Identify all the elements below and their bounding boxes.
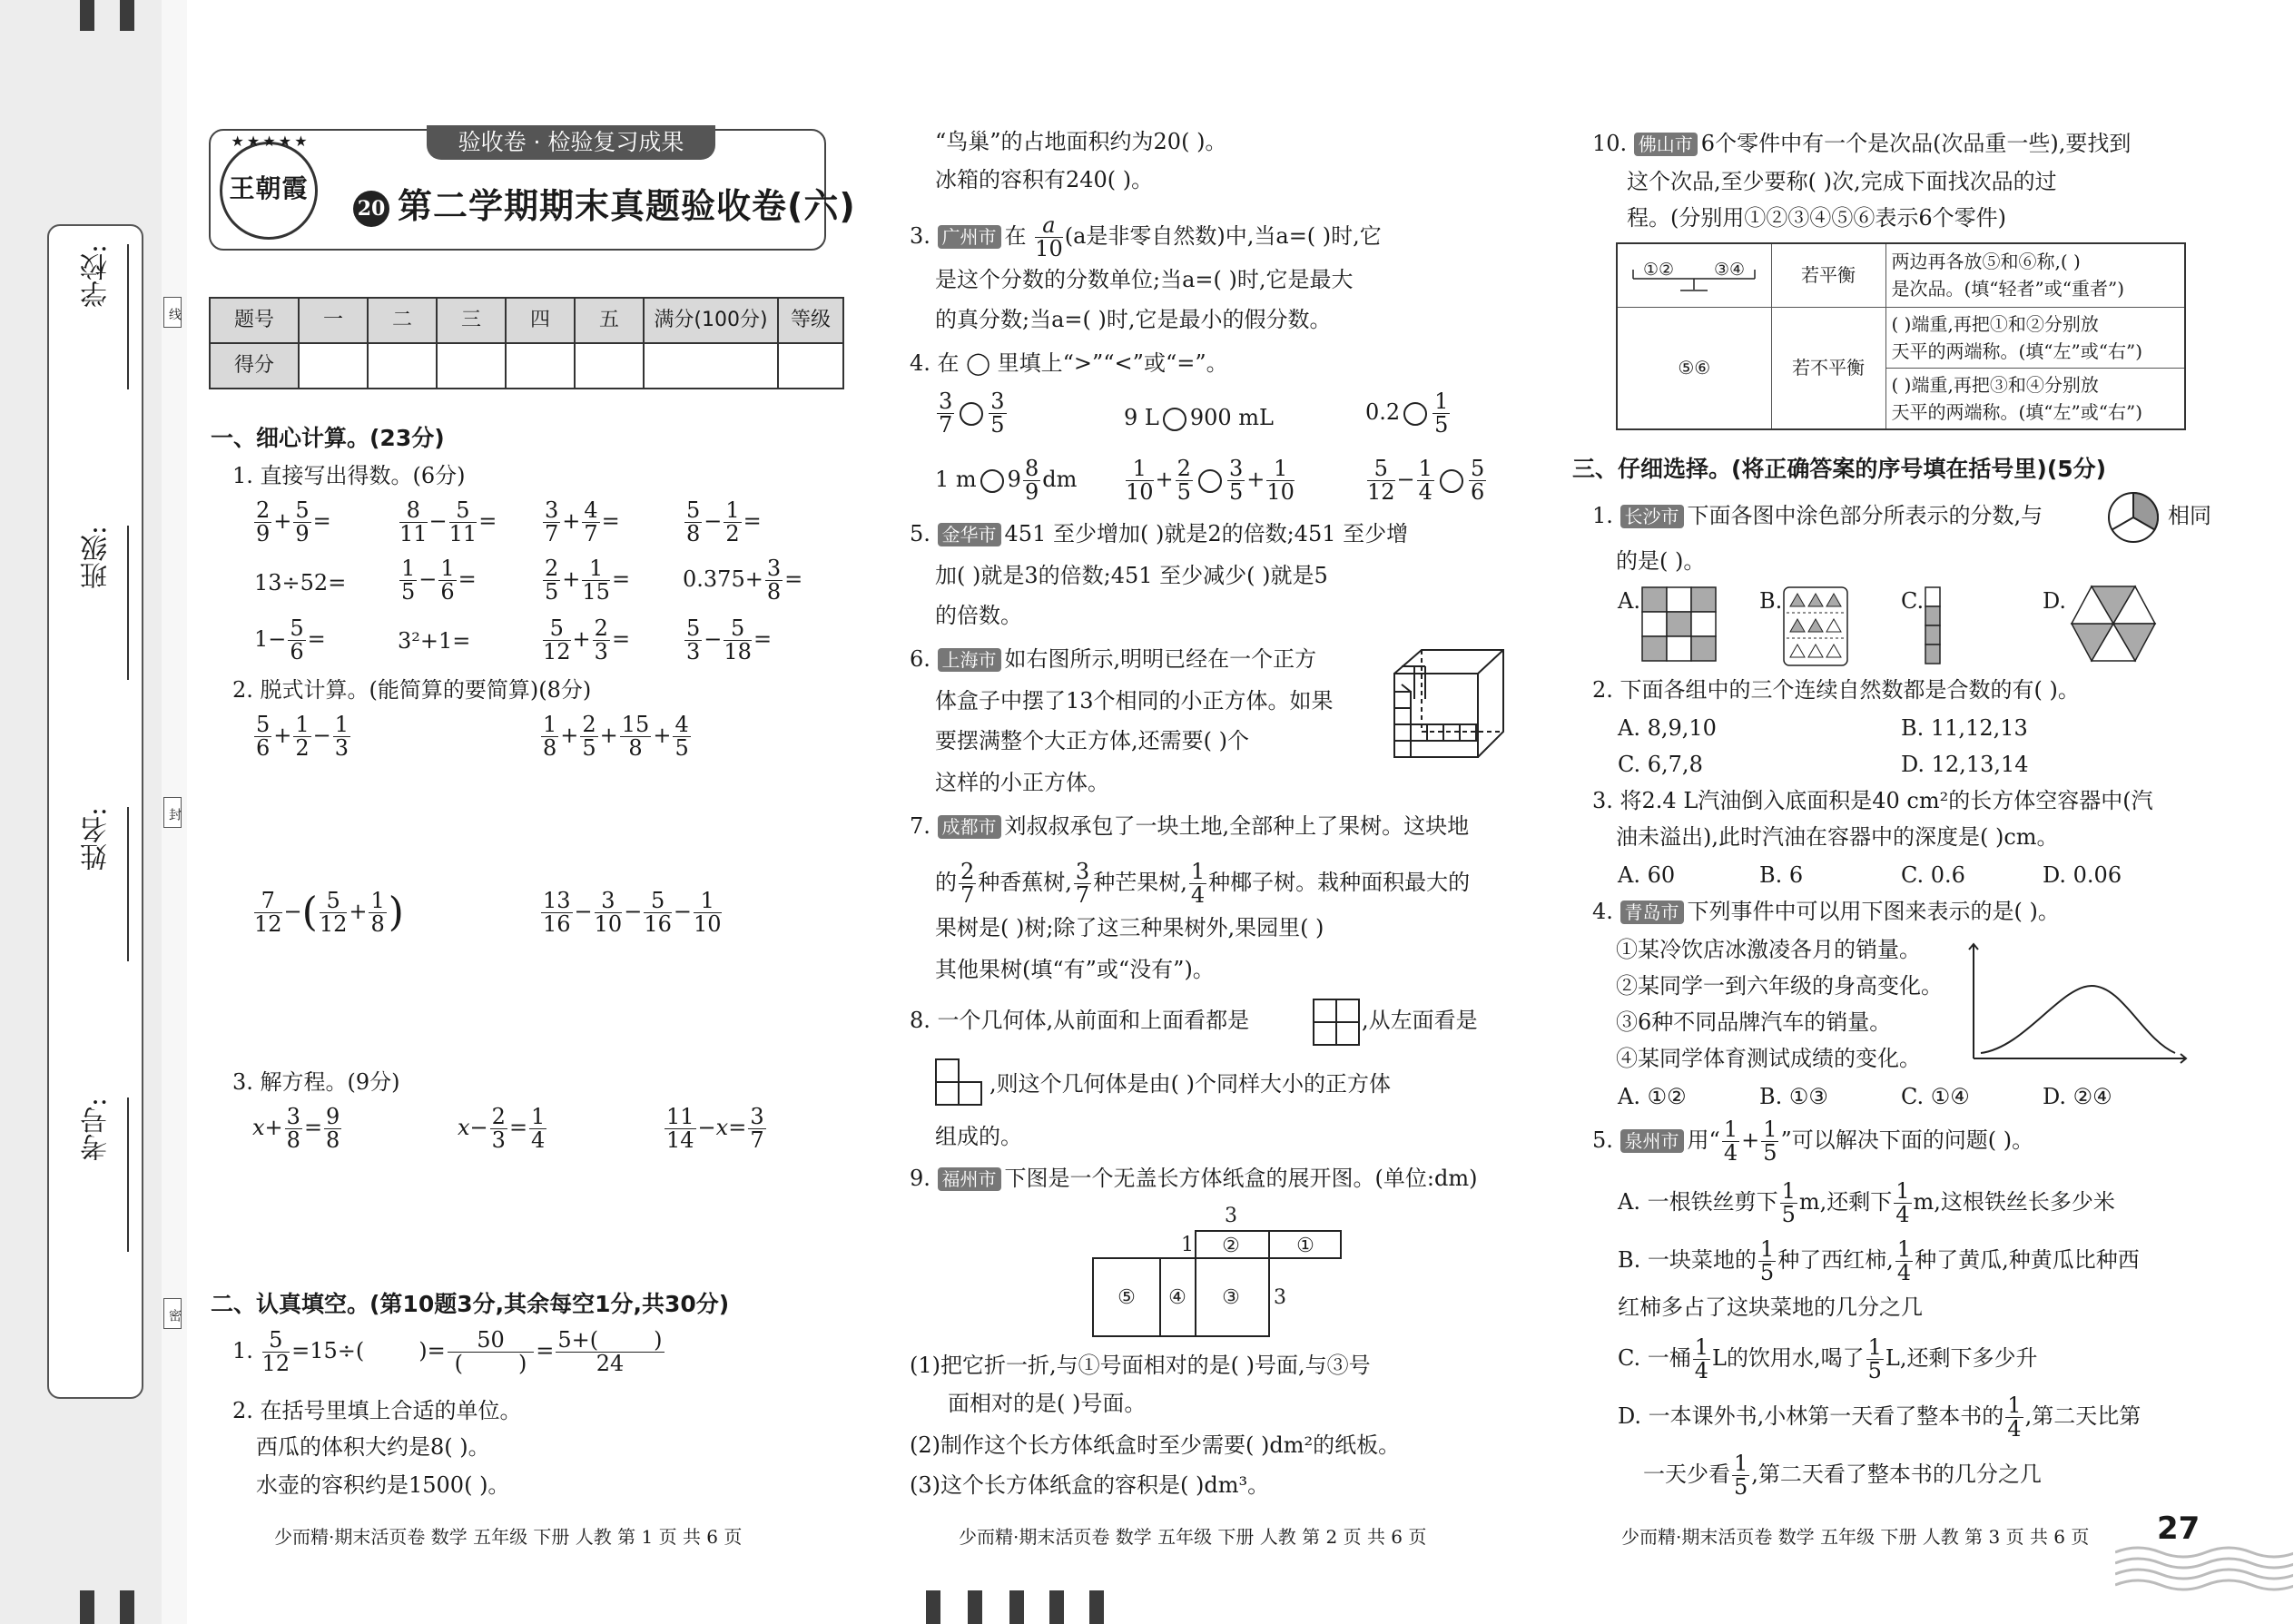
region-tag: 广州市	[938, 225, 1001, 249]
question: 组成的。	[935, 1124, 1022, 1149]
score-input[interactable]	[368, 343, 437, 389]
balance-right: ③④	[1714, 260, 1746, 281]
question[interactable]: (3)这个长方体纸盒的容积是( )dm³。	[910, 1472, 1270, 1498]
list-item: ②某同学一到六年级的身高变化。	[1616, 973, 1943, 999]
question: 的 $\frac{2}{7}$ 种香蕉树, $\frac{3}{7}$ 种芒果树, $\frac{1}{4}$ 种椰子树。栽种面积最大的	[935, 859, 1471, 909]
question: 2. 在括号里填上合适的单位。	[232, 1398, 522, 1423]
option-b-cont: 红柿多占了这块菜地的几分之几	[1618, 1294, 1923, 1320]
subquestion-heading: 3. 解方程。(9分)	[232, 1069, 400, 1095]
box-net-diagram	[1086, 1204, 1358, 1340]
question-7[interactable]: 7. 成都市 刘叔叔承包了一块土地,全部种上了果树。这块地	[910, 813, 1470, 839]
seal-char: 线	[163, 297, 182, 328]
score-cell: 四	[506, 298, 575, 343]
net-face-5: ⑤	[1117, 1286, 1136, 1309]
remaining-parts: ⑤⑥	[1617, 307, 1771, 429]
section-heading: 一、细心计算。(23分)	[211, 425, 445, 451]
region-tag: 长沙市	[1620, 505, 1684, 528]
exam-header	[209, 129, 856, 251]
option-c[interactable]: C. 一桶 $\frac{1}{4}$ L的饮用水,喝了 $\frac{1}{5}$ L,还剩下多少升	[1618, 1334, 2038, 1384]
header-banner: 验收卷 · 检验复习成果	[427, 125, 715, 160]
question: 这样的小正方体。	[935, 770, 1109, 795]
compare-item[interactable]: $\frac{1}{10}$ + $\frac{2}{5}$ $\frac{3}{5}$ + $\frac{1}{10}$	[1126, 456, 1295, 506]
view-figure-left	[935, 1058, 982, 1106]
question-10[interactable]: 10. 佛山市 6个零件中有一个是次品(次品重一些),要找到	[1592, 131, 2132, 156]
cube-figure	[1389, 645, 1507, 763]
instruction-cell[interactable]: ( )端重,再把①和②分别放 天平的两端称。(填“左”或“右”)	[1885, 307, 2185, 368]
binding-mark	[926, 1590, 940, 1624]
score-cell: 二	[368, 298, 437, 343]
compare-item[interactable]: 9 L 900 mL	[1124, 405, 1274, 430]
option-b-figure	[1783, 586, 1848, 668]
binding-mark	[1089, 1590, 1104, 1624]
subquestion-heading: 1. 直接写出得数。(6分)	[232, 463, 466, 488]
score-cell: 三	[437, 298, 506, 343]
score-cell: 题号	[210, 298, 299, 343]
score-input[interactable]	[644, 343, 778, 389]
calc-item: $\frac{8}{11}$ − $\frac{5}{11}$ =	[399, 497, 497, 547]
option-c[interactable]: C. 6,7,8	[1618, 752, 1703, 777]
question: 其他果树(填“有”或“没有”)。	[935, 957, 1215, 982]
binding-mark	[968, 1590, 982, 1624]
question: 8. 一个几何体,从前面和上面看都是	[910, 1008, 1250, 1033]
option-a-figure	[1641, 586, 1718, 663]
option-b[interactable]: B. 一块菜地的 $\frac{1}{5}$ 种了西红柿, $\frac{1}{4}$ 种了黄瓜,种黄瓜比种西	[1618, 1236, 2140, 1286]
list-item: ③6种不同品牌汽车的销量。	[1616, 1009, 1892, 1035]
calc-item: $\frac{7}{12}$ −( $\frac{5}{12}$ + $\frac{1}{8}$ )	[254, 888, 404, 938]
choice-question-1[interactable]: 1. 长沙市 下面各图中涂色部分所表示的分数,与	[1592, 503, 2043, 528]
equation-item: $\frac{11}{14}$ −x= $\frac{3}{7}$	[666, 1104, 764, 1154]
score-cell: 等级	[778, 298, 843, 343]
option-c[interactable]: C.	[1901, 588, 1925, 614]
question-3[interactable]: 3. 广州市 在 $\frac{a}{10}$ (a是非零自然数)中,当a=( )时,它	[910, 212, 1382, 262]
question: ,从左面看是	[1362, 1008, 1478, 1033]
option-a[interactable]: A.	[1618, 588, 1640, 614]
question[interactable]: 油未溢出),此时汽油在容器中的深度是( )cm。	[1616, 824, 2059, 850]
page-footer: 少而精·期末活页卷 数学 五年级 下册 人教 第 3 页 共 6 页	[1621, 1526, 2090, 1548]
question: 的真分数;当a=( )时,它是最小的假分数。	[935, 307, 1332, 332]
calc-item: $\frac{5}{8}$ − $\frac{1}{2}$ =	[686, 497, 762, 547]
net-face-1: ①	[1296, 1235, 1314, 1257]
binding-mark	[1009, 1590, 1024, 1624]
if-unbalanced: 若不平衡	[1771, 307, 1885, 429]
option-d-figure	[2070, 585, 2157, 663]
score-table	[209, 297, 844, 389]
circle-fraction-figure	[2106, 490, 2161, 545]
option-b[interactable]: B. 6	[1759, 862, 1804, 888]
fill-item: 1. $\frac{5}{12}$ =15÷( )= 50 ( ) = $\frac{5+( )}{24}$	[232, 1327, 663, 1377]
question[interactable]: 的是( )。	[1616, 548, 1706, 574]
if-balanced: 若平衡	[1771, 243, 1885, 307]
option-a[interactable]: A. 8,9,10	[1618, 715, 1717, 741]
question[interactable]: 面相对的是( )号面。	[948, 1391, 1147, 1416]
binding-mark	[1049, 1590, 1064, 1624]
page-number: 27	[2157, 1511, 2200, 1547]
calc-item: $\frac{5}{6}$ + $\frac{1}{2}$ − $\frac{1}{3}$	[256, 712, 350, 762]
calc-item: $\frac{5}{3}$ − $\frac{5}{18}$ =	[686, 615, 773, 665]
score-cell: 五	[575, 298, 644, 343]
name-field[interactable]: 姓名:	[67, 807, 122, 1107]
region-tag: 成都市	[938, 815, 1001, 839]
binding-mark	[120, 1590, 134, 1624]
option-a[interactable]: A. 60	[1618, 862, 1676, 888]
exam-number-field[interactable]: 考号:	[67, 1097, 122, 1397]
trend-graph	[1961, 940, 2191, 1068]
page-title: 第二学期期末真题验收卷(六)	[398, 186, 856, 226]
instruction-cell[interactable]: ( )端重,再把③和④分别放 天平的两端称。(填“左”或“右”)	[1885, 368, 2185, 429]
binding-mark	[80, 1590, 94, 1624]
equation-item: x− $\frac{2}{3}$ = $\frac{1}{4}$	[458, 1104, 546, 1154]
calc-item: $\frac{3}{7}$ + $\frac{4}{7}$ =	[545, 497, 620, 547]
question[interactable]: (1)把它折一折,与①号面相对的是( )号面,与③号	[910, 1353, 1371, 1378]
calc-item: $\frac{2}{5}$ + $\frac{1}{15}$ =	[545, 556, 631, 605]
question[interactable]: “鸟巢”的占地面积约为20( )。	[935, 129, 1227, 154]
balance-left: ①②	[1643, 260, 1675, 281]
seal-char: 密	[163, 1298, 182, 1329]
calc-item: 13÷52=	[254, 570, 347, 595]
section-heading: 二、认真填空。(第10题3分,其余每空1分,共30分)	[211, 1291, 730, 1317]
net-face-4: ④	[1168, 1286, 1186, 1309]
school-field[interactable]: 学校:	[67, 244, 122, 544]
binding-mark	[80, 0, 94, 31]
region-tag: 佛山市	[1634, 133, 1698, 156]
student-info-box	[47, 224, 143, 1399]
question[interactable]: (2)制作这个长方体纸盒时至少需要( )dm²的纸板。	[910, 1432, 1401, 1458]
score-input[interactable]	[506, 343, 575, 389]
region-tag: 上海市	[938, 648, 1001, 672]
compare-item[interactable]: 0.2 $\frac{1}{5}$	[1365, 389, 1449, 438]
option-d[interactable]: D. 一本课外书,小林第一天看了整本书的 $\frac{1}{4}$ ,第二天比第	[1618, 1393, 2141, 1442]
score-cell: 得分	[210, 343, 299, 389]
question: 4. 在 ◯ 里填上“>”“<”或“=”。	[910, 350, 1228, 376]
page-footer: 少而精·期末活页卷 数学 五年级 下册 人教 第 2 页 共 6 页	[959, 1526, 1427, 1548]
score-cell: 满分(100分)	[644, 298, 778, 343]
wave-decoration	[2115, 1543, 2293, 1598]
question[interactable]: 加( )就是3的倍数;451 至少减少( )就是5	[935, 563, 1328, 588]
question[interactable]: 西瓜的体积大约是8( )。	[256, 1434, 490, 1460]
region-tag: 福州市	[938, 1167, 1001, 1191]
option-d[interactable]: D.	[2043, 588, 2067, 614]
region-tag: 金华市	[938, 523, 1001, 546]
question-9: 9. 福州市 下图是一个无盖长方体纸盒的展开图。(单位:dm)	[910, 1166, 1478, 1191]
option-d[interactable]: D. 12,13,14	[1901, 752, 2029, 777]
score-input[interactable]	[299, 343, 368, 389]
calc-item: $\frac{2}{9}$ + $\frac{5}{9}$ =	[256, 497, 331, 547]
calc-item: $\frac{1}{5}$ − $\frac{1}{6}$ =	[401, 556, 477, 605]
calc-item: 1− $\frac{5}{6}$ =	[254, 615, 326, 665]
calc-item: $\frac{13}{16}$ − $\frac{3}{10}$ − $\frac{5}{16}$ − $\frac{1}{10}$	[543, 888, 722, 938]
net-face-3: ③	[1222, 1286, 1240, 1309]
exam-number-badge: 20	[353, 191, 389, 227]
option-c[interactable]: C. 0.6	[1901, 862, 1965, 888]
option-d[interactable]: D. 0.06	[2043, 862, 2122, 888]
question: 的倍数。	[935, 603, 1022, 628]
calc-item: 3²+1=	[398, 628, 471, 654]
calc-item: 0.375+ $\frac{3}{8}$ =	[683, 556, 803, 605]
instruction-cell[interactable]: 两边再各放⑤和⑥称,( ) 是次品。(填“轻者”或“重者”)	[1885, 243, 2185, 307]
list-item: ①某冷饮店冰激凌各月的销量。	[1616, 937, 1921, 962]
compare-item[interactable]: 1 m 9 $\frac{8}{9}$ dm	[935, 456, 1078, 506]
option-c[interactable]: C. ①④	[1901, 1084, 1970, 1109]
net-face-2: ②	[1222, 1235, 1240, 1257]
question-6[interactable]: 6. 上海市 如右图所示,明明已经在一个正方	[910, 646, 1317, 672]
score-input[interactable]	[778, 343, 843, 389]
question[interactable]: 水壶的容积约是1500( )。	[256, 1472, 510, 1498]
option-b[interactable]: B.	[1759, 588, 1783, 614]
view-figure-front	[1313, 999, 1360, 1046]
net-dim-left: 1	[1181, 1234, 1194, 1256]
section-heading: 三、仔细选择。(将正确答案的序号填在括号里)(5分)	[1572, 456, 2107, 482]
net-dim-right: 3	[1274, 1286, 1286, 1309]
compare-item[interactable]: $\frac{3}{7}$ $\frac{3}{5}$	[939, 389, 1005, 438]
question[interactable]: 冰箱的容积有240( )。	[935, 167, 1154, 192]
calc-item: $\frac{1}{8}$ + $\frac{2}{5}$ + $\frac{15}{8}$ + $\frac{4}{5}$	[543, 712, 689, 762]
score-cell: 一	[299, 298, 368, 343]
choice-question-5[interactable]: 5. 泉州市 用“ $\frac{1}{4}$ + $\frac{1}{5}$ ”可以解决下面的问题( )。	[1592, 1117, 2034, 1166]
option-d[interactable]: D. ②④	[2043, 1084, 2112, 1109]
question: 相同	[2168, 503, 2211, 528]
question[interactable]: 这个次品,至少要称( )次,完成下面找次品的过	[1627, 169, 2057, 194]
compare-item[interactable]: $\frac{5}{12}$ − $\frac{1}{4}$ $\frac{5}{6}$	[1367, 456, 1485, 506]
question[interactable]: ,则这个几何体是由( )个同样大小的正方体	[989, 1071, 1391, 1097]
question: 体盒子中摆了13个相同的小正方体。如果	[935, 688, 1334, 714]
publisher-logo: ★ ★ ★ ★ ★ 王朝霞	[220, 142, 318, 240]
choice-question-4[interactable]: 4. 青岛市 下列事件中可以用下图来表示的是( )。	[1592, 899, 2060, 924]
question: 程。(分别用①②③④⑤⑥表示6个零件)	[1627, 205, 2006, 231]
list-item: ④某同学体育测试成绩的变化。	[1616, 1046, 1921, 1071]
option-c-figure	[1925, 586, 1943, 668]
net-dim-top: 3	[1225, 1205, 1237, 1227]
page-footer: 少而精·期末活页卷 数学 五年级 下册 人教 第 1 页 共 6 页	[274, 1526, 743, 1548]
balance-cell	[1617, 243, 1771, 307]
subquestion-heading: 2. 脱式计算。(能简算的要简算)(8分)	[232, 677, 592, 703]
option-b[interactable]: B. ①③	[1759, 1084, 1828, 1109]
seal-char: 封	[163, 797, 182, 828]
option-d-cont: 一天少看 $\frac{1}{5}$ ,第二天看了整本书的几分之几	[1643, 1451, 2042, 1501]
class-field[interactable]: 班级:	[67, 526, 122, 825]
region-tag: 泉州市	[1620, 1129, 1684, 1153]
question: 是这个分数的分数单位;当a=( )时,它是最大	[935, 267, 1354, 292]
question[interactable]: 2. 下面各组中的三个连续自然数都是合数的有( )。	[1592, 677, 2080, 703]
score-input[interactable]	[575, 343, 644, 389]
region-tag: 青岛市	[1620, 901, 1684, 924]
score-input[interactable]	[437, 343, 506, 389]
question[interactable]: 果树是( )树;除了这三种果树外,果园里( )	[935, 915, 1324, 940]
option-a[interactable]: A. 一根铁丝剪下 $\frac{1}{5}$ m,还剩下 $\frac{1}{4}$ m,这根铁丝长多少米	[1618, 1178, 2115, 1228]
question[interactable]: 要摆满整个大正方体,还需要( )个	[935, 728, 1249, 753]
weighing-table	[1616, 242, 2186, 430]
question: 3. 将2.4 L汽油倒入底面积是40 cm²的长方体空容器中(汽	[1592, 788, 2153, 813]
calc-item: $\frac{5}{12}$ + $\frac{2}{3}$ =	[543, 615, 631, 665]
question-5[interactable]: 5. 金华市 451 至少增加( )就是2的倍数;451 至少增	[910, 521, 1409, 546]
option-a[interactable]: A. ①②	[1618, 1084, 1687, 1109]
equation-item: x+ $\frac{3}{8}$ = $\frac{9}{8}$	[252, 1104, 340, 1154]
option-b[interactable]: B. 11,12,13	[1901, 715, 2028, 741]
binding-mark	[120, 0, 134, 31]
